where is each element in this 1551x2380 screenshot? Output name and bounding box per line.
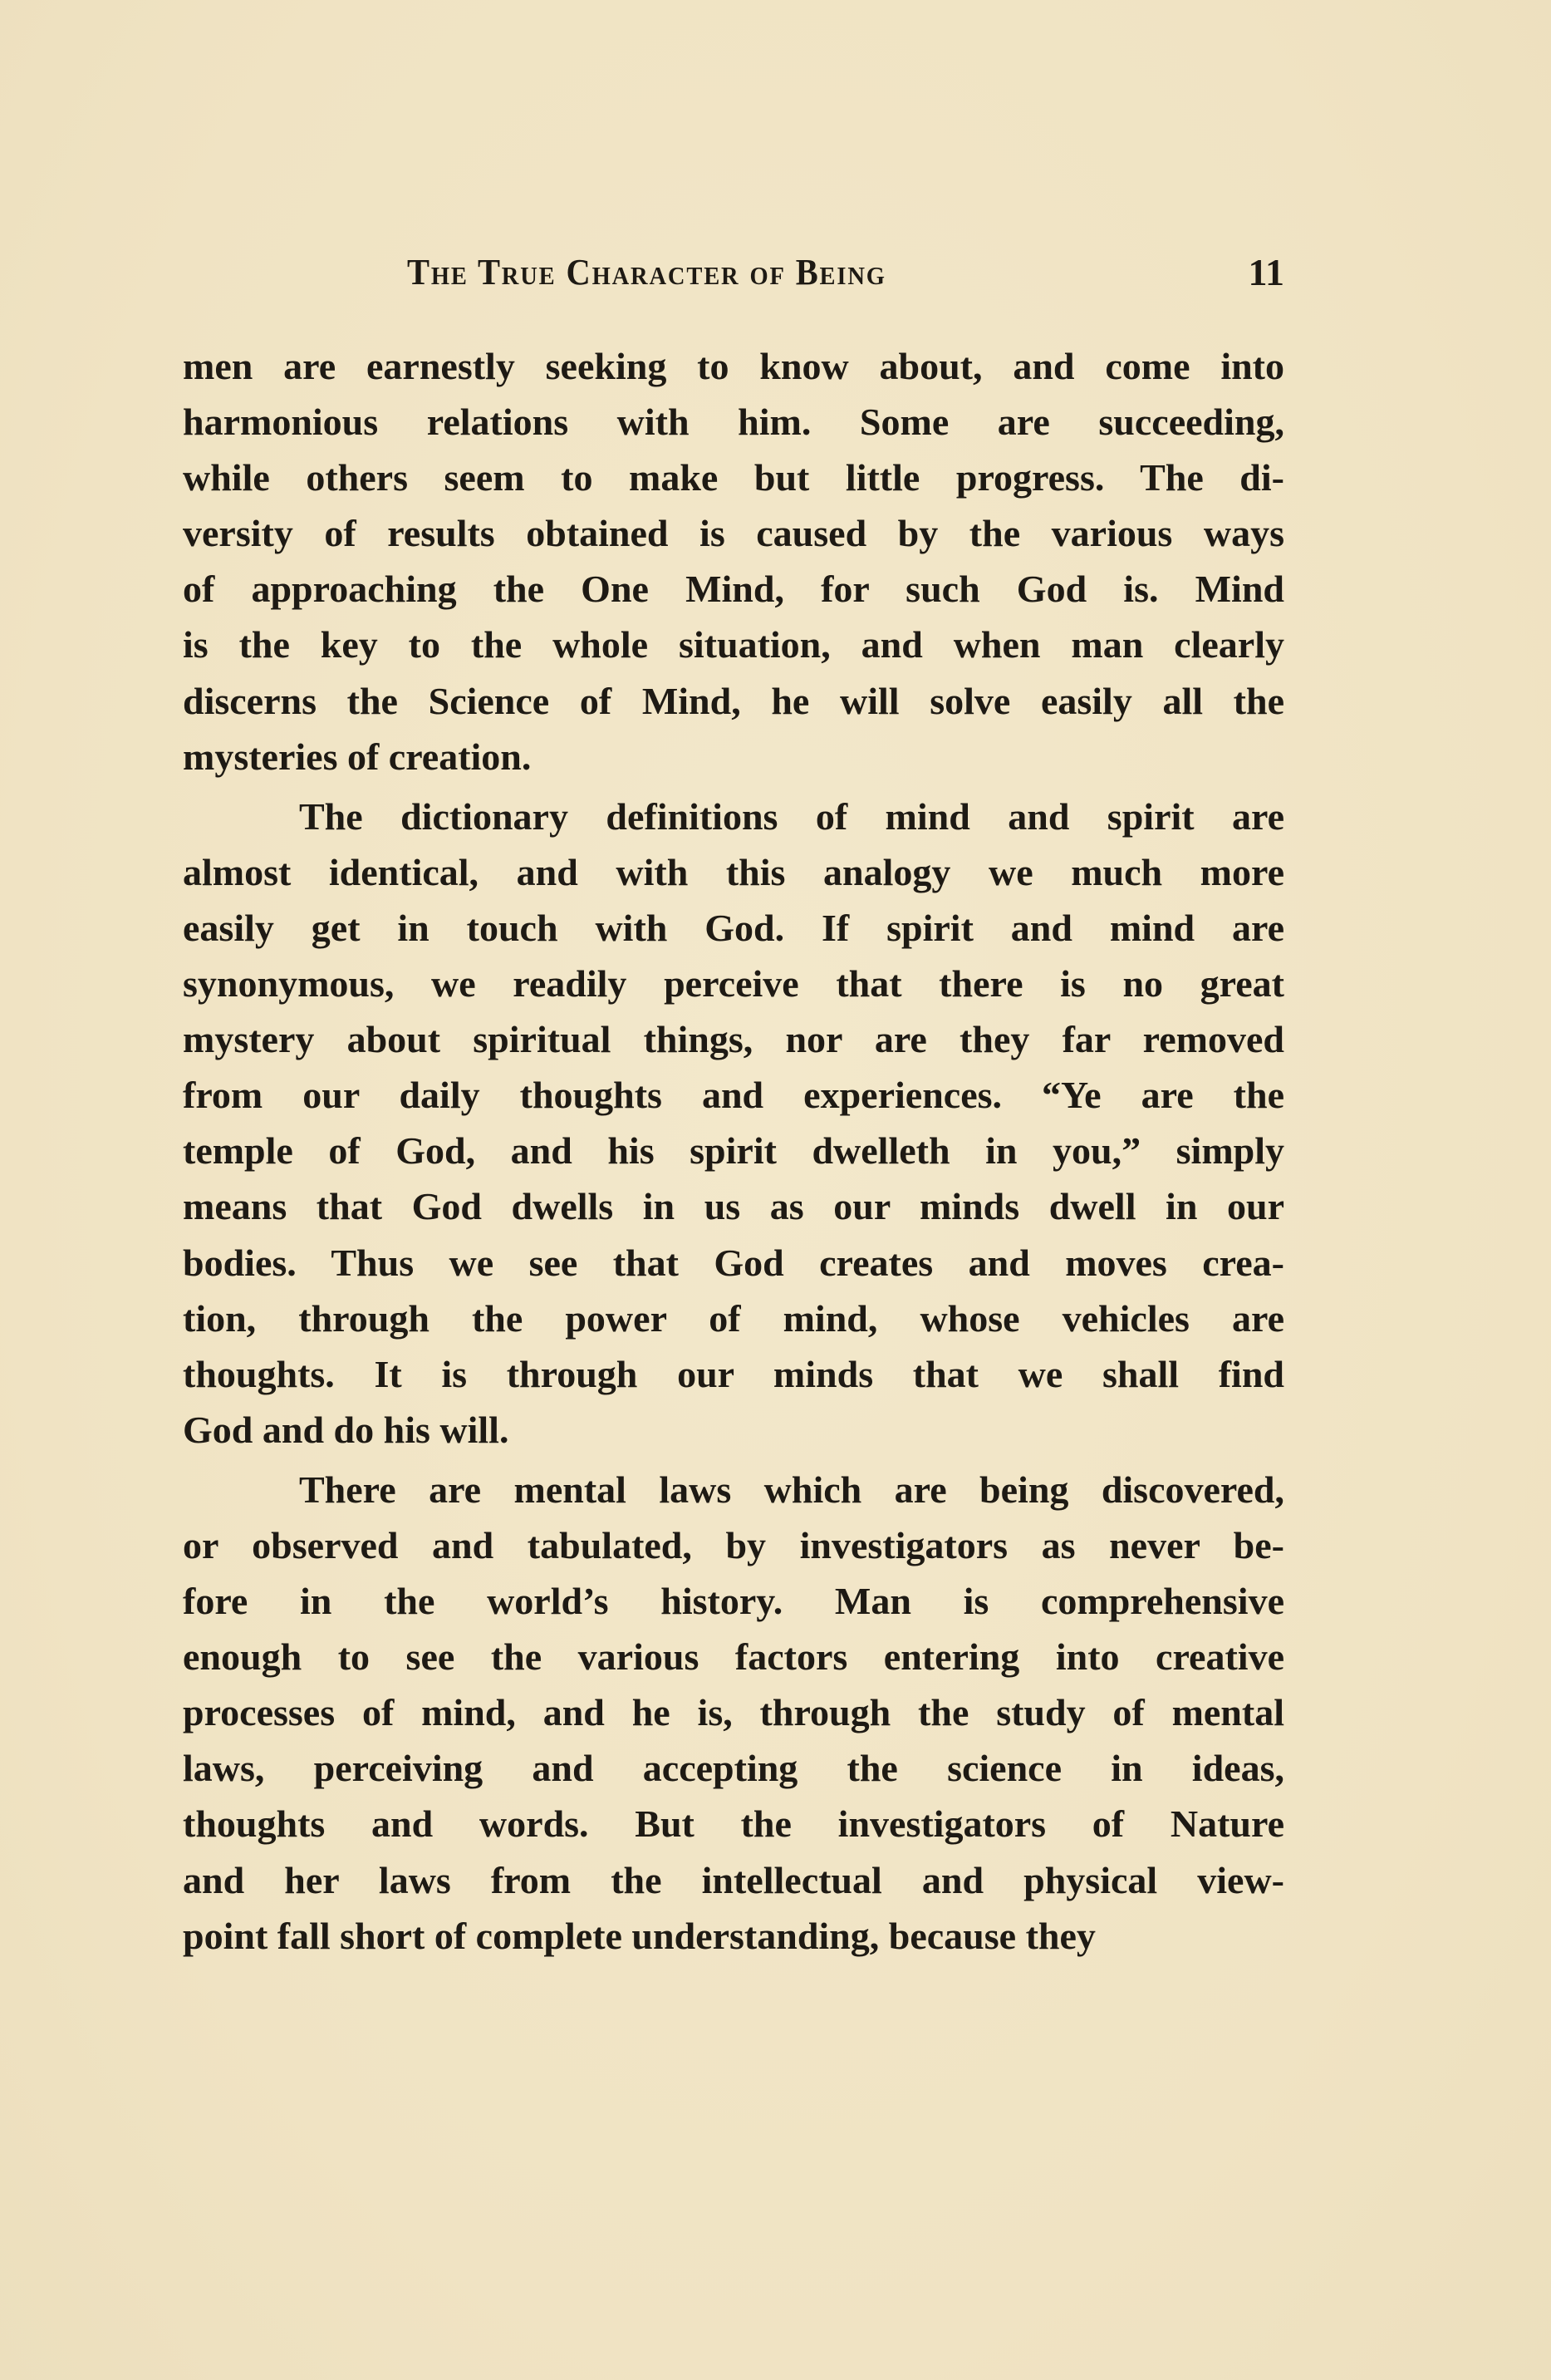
text-line: easily get in touch with God. If spirit and mind are [183,906,1284,949]
text-line: mysteries of creation. [183,735,532,778]
paragraph [183,789,1284,1458]
text-line: mystery about spiritual things, nor are they far removed [183,1018,1284,1061]
text-line: while others seem to make but little progress. The di- [183,456,1284,499]
text-line: tion, through the power of mind, whose vehicles are [183,1296,1284,1340]
text-line: enough to see the various factors entering into creative [183,1635,1284,1679]
text-line: from our daily thoughts and experiences. “Ye are the [183,1074,1284,1117]
text-line: harmonious relations with him. Some are succeeding, [183,401,1284,444]
text-line: bodies. Thus we see that God creates and moves crea- [183,1241,1284,1284]
text-line: or observed and tabulated, by investigators as never be- [183,1523,1284,1566]
text-line: versity of results obtained is caused by the various ways [183,512,1284,555]
running-head [183,248,1284,298]
text-line: and her laws from the intellectual and physical view- [183,1858,1284,1901]
paragraph [183,1462,1284,1964]
text-line: is the key to the whole situation, and when man clearly [183,623,1284,666]
text-line: There are mental laws which are being discovered, [299,1468,1284,1511]
running-title: The True Character of Being [407,252,886,293]
text-line: men are earnestly seeking to know about, and come into [183,345,1284,387]
text-line: almost identical, and with this analogy we much more [183,850,1284,893]
text-line: God and do his will. [183,1408,509,1451]
text-line: laws, perceiving and accepting the science in ideas, [183,1747,1284,1790]
paragraph [183,338,1284,784]
text-line: thoughts. It is through our minds that we shall find [183,1352,1284,1395]
text-line: point fall short of complete understanding, because they [183,1914,1096,1957]
text-line: discerns the Science of Mind, he will solve easily all the [183,679,1284,722]
text-line: thoughts and words. But the investigators of Nature [183,1802,1284,1846]
text-line: of approaching the One Mind, for such God is. Mind [183,568,1284,611]
text-line: means that God dwells in us as our minds dwell in our [183,1185,1284,1228]
text-line: processes of mind, and he is, through the study of mental [183,1691,1284,1734]
text-line: fore in the world’s history. Man is comprehensive [183,1580,1284,1623]
text-line: The dictionary definitions of mind and spirit are [299,794,1284,838]
text-line: synonymous, we readily perceive that there is no great [183,962,1284,1006]
page-number: 11 [1248,251,1284,293]
text-line: temple of God, and his spirit dwelleth in you,” simply [183,1129,1284,1173]
body-text [183,338,1284,1968]
